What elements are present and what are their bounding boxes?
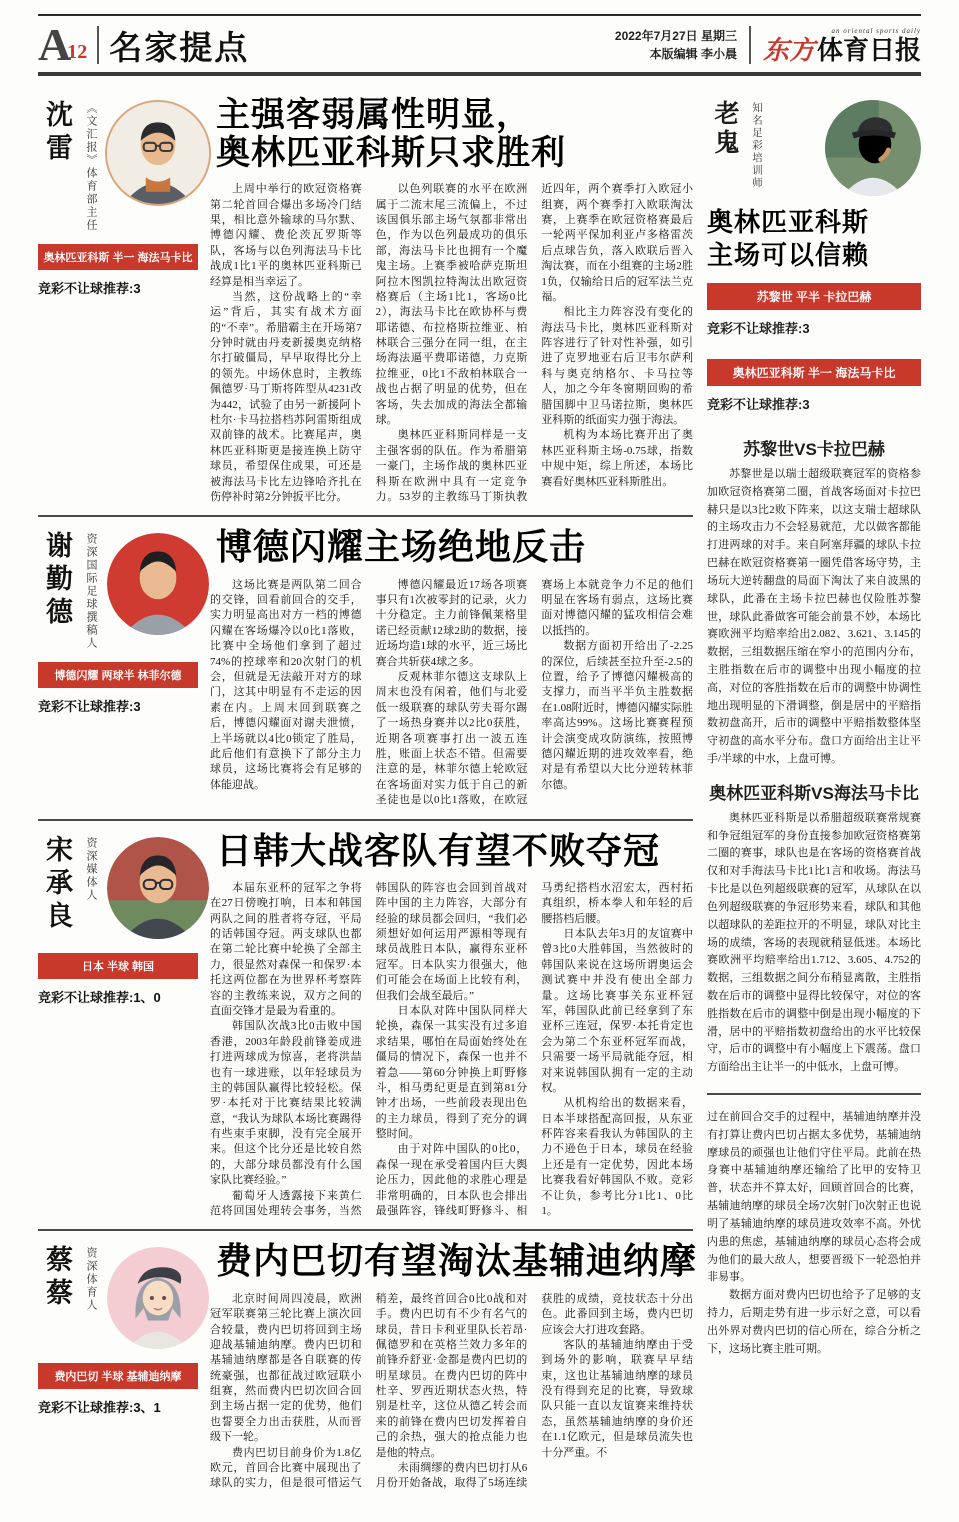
author-name: 沈雷 xyxy=(42,100,72,166)
author-title: 资深媒体人 xyxy=(85,836,97,902)
header-divider xyxy=(97,26,99,64)
article-4-headline: 费内巴切有望淘汰基辅迪纳摩 xyxy=(216,1240,698,1282)
body-paragraph: 北京时间周四凌晨，欧洲冠军联赛第三轮比赛上演次回合较量，费内巴切将回到主场迎战基辅迪纳摩。费内巴切和基辅迪纳摩都是各自联赛的传统豪强，也都征战过欧冠联小组赛，然而费内巴切次回合回到主场占据一定的优势，他们也誓要全力出击获胜，从而晋级下一轮。 xyxy=(210,1292,362,1444)
article-4 xyxy=(38,1229,698,1501)
portrait-man-cap-icon xyxy=(825,100,921,196)
portrait-man-stadium-icon xyxy=(107,837,209,939)
article-2-headline: 博德闪耀主场绝地反击 xyxy=(216,526,587,568)
newspaper-logo xyxy=(763,28,921,63)
author-name: 蔡蔡 xyxy=(42,1245,72,1312)
publication-date: 2022年7月27日 星期三 xyxy=(614,29,737,43)
body-paragraph: 奥林匹亚科斯同样是一支主强客弱的队伍。作为希腊第一豪门，主场作战的奥林匹亚科斯在欧洲中具有一定竞争力。53岁的主教练马丁斯执教近四年，两个赛季打入欧冠小组赛，两个赛季打入欧联淘汰赛，上赛季在欧冠资格赛最后一轮两平保加利亚卢多格雷茨后点球告负，落入欧联后晋入淘汰赛，而在小组赛的主场2胜1负，仅输给日后的冠军法兰克福。 xyxy=(375,183,693,503)
bet-recommendation: 竞彩不让球推荐:3 xyxy=(38,281,141,296)
article-4-continuation xyxy=(707,1109,921,1358)
sidebar-bet-badge-2: 奥林匹亚科斯 半一 海法马卡比 xyxy=(707,359,921,386)
body-paragraph: 机构为本场比赛开出了奥林匹亚科斯主场-0.75球，指数中规中矩，综上所述，本场比赛看好奥林匹亚科斯胜出。 xyxy=(541,429,693,488)
author-photo xyxy=(105,531,211,637)
article-1-headline: 主强客弱属性明显， 奥林匹亚科斯只求胜利 xyxy=(216,96,566,173)
page-header xyxy=(38,14,921,76)
body-paragraph: 以色列联赛的水平在欧洲属于二流末尾三流偏上，不过该国俱乐部主场气氛都非常出色，作为以色列最成功的俱乐部，海法马卡比也拥有一个魔鬼主场。上赛季被哈萨克斯坦阿拉木图凯拉特淘汰出欧冠资格赛后（主场1比1，客场0比2），海法马卡比在欧协杯与费耶诺德、布拉格斯拉维亚、柏林联合三强分在同一组，在主场海法逼平费耶诺德，力克斯拉维亚，0比1不敌柏林联合一战也占据了明显的优势，但在客场，失去加成的海法全都输球。 xyxy=(375,183,528,427)
body-paragraph: 费内巴切目前身价为1.8亿欧元，首回合比赛中展现出了球队的实力，但是很可惜运气稍差，最终首回合0比0战和对手。费内巴切有不少有名气的球员，昔日卡利亚里队长若昂·佩德罗和在英格兰效力多年的前锋乔舒亚·金都是费内巴切的明星球员。在费内巴切的阵中杜辛、罗西近期状态火热，特别是杜辛，这位从德乙转会而来的前锋在费内巴切发挥着自己的余热，强大的抢点能力也是他的特点。 xyxy=(210,1292,528,1490)
section-title: 名家提点 xyxy=(109,28,250,66)
logo-cn-black: 体育日报 xyxy=(816,34,921,65)
bet-recommendation: 竞彩不让球推荐:1、0 xyxy=(38,989,161,1005)
portrait-man-glasses-icon xyxy=(107,102,209,204)
body-paragraph: 日本队对阵中国队同样大轮换，森保一其实没有过多追求结果，哪怕在局面始终处在僵局的情况下，森保一也并不着急——第60分钟换上町野修斗，相马勇纪更是直到第81分钟才出场，一些前段表现出色的主力球员，得到了充分的调整时间。 xyxy=(375,1004,528,1141)
body-paragraph: 相比主力阵容没有变化的海法马卡比，奥林匹亚科斯对阵容进行了针对性补强，如引进了克罗地亚右后卫韦尔萨利科与奥克纳格尔、卡马拉等人，加之今年冬窗期回购的希腊国脚中卫马诺拉斯，奥林匹亚科斯的纸面实力强于海法。 xyxy=(541,306,693,427)
logo-english: an oriental sports daily xyxy=(831,26,921,35)
author-name: 宋承良 xyxy=(42,834,72,934)
body-paragraph: 未雨绸缪的费内巴切打从6月份开始备战，取得了5场连续获胜的成绩，竞技状态十分出色。此番回到主场，费内巴切应该会大打进攻套路。 xyxy=(375,1292,693,1490)
article-4-author-block xyxy=(38,1239,198,1491)
author-photo xyxy=(105,1245,211,1351)
article-3-author-block xyxy=(38,829,198,1220)
body-paragraph: 葡萄牙人透露接下来黄仁范将回国处理转会事务，当然韩国队的阵容也会回到首战对阵中国的主力阵容，大部分有经验的球员都会回归，“我们必须想好如何运用严源相等现有球员战胜日本队，赢得东亚杯冠军。日本队实力很强大，他们可能会在场面上比较有利，但我们会战至最后。” xyxy=(210,881,528,1218)
publication-info xyxy=(615,27,737,63)
body-paragraph: 由于对阵中国队的0比0，森保一现在承受着国内巨大舆论压力，因此他的求胜心理是非常明确的，日本队也会排出最强阵容，锋线町野修斗、相马勇纪搭档水沼宏太，西村拓真组织，桥本拳人和年轻的后腰搭档后腰。 xyxy=(375,881,693,1218)
author-photo xyxy=(105,835,211,941)
articles-column xyxy=(38,86,698,1502)
sidebar-author-title: 知名足彩培训师 xyxy=(751,102,762,190)
bet-badge: 日本 半球 韩国 xyxy=(38,953,198,979)
bet-recommendation: 竞彩不让球推荐:3、1 xyxy=(38,1400,161,1416)
logo-divider xyxy=(749,26,751,64)
sidebar-section-heading-2: 奥林匹亚科斯VS海法马卡比 xyxy=(709,783,919,803)
article-3 xyxy=(38,819,693,1230)
article-1 xyxy=(38,86,693,515)
sidebar-section-text-1: 苏黎世是以瑞士超级联赛冠军的资格参加欧冠资格赛第二圈，首战客场面对卡拉巴赫只是以3比2败下阵来，以这支瑞士超球队的主场攻击力不会轻易就范，尤以做客都能打进两球的对手。来自阿塞拜疆的球队卡拉巴赫在欧冠资格赛第一圈凭借客场守势，主场玩大逆转翻盘的局面下淘汰了来自波黑的球队，此番在主场卡拉巴赫也仅险胜苏黎世，球队此番做客可能会前景不妙，本场比赛欧洲平均赔率给出2.082、3.621、3.145的数据，三组数据压缩在窄小的范围内分布，主胜指数在后市的调整中出现小幅度的拉高，对位的客胜指数在后市的调整中协调性地出现明显的下滑调整，倒是居中的平赔指数初盘高开，后市的调整中平赔指数整体坚守初盘的高水平分布。盘口方面给出主让平手/半球的中水，上盘可博。 xyxy=(707,468,921,765)
author-title: 《文汇报》体育部主任 xyxy=(85,102,97,232)
sidebar-author-photo xyxy=(825,100,921,196)
body-paragraph: 从机构给出的数据来看，日本半球搭配高回报，从东亚杯阵容来看我认为韩国队的主力不逊色于日本，球员在经验上还是有一定优势，因此本场比赛我看好韩国队不败。竞彩不让负，参考比分1比1、0比1。 xyxy=(541,1097,693,1218)
sidebar-bet-recommendation-2: 竞彩不让球推荐:3 xyxy=(707,397,810,412)
bet-badge: 奥林匹亚科斯 半一 海法马卡比 xyxy=(38,244,198,270)
body-paragraph: 韩国队次战3比0击败中国香港，2003年龄段前锋姜成进打进两球成为惊喜，老将洪喆也有一球进账，以年轻球员为主的韩国队赢得比较轻松。保罗·本托对于比赛结果比较满意，“我认为球队本场比赛踢得有些束手束脚，没有完全展开来。但这个比分还是比较自然的，大部分球员都没有什么国家队比赛经验。” xyxy=(210,1020,362,1187)
page-label xyxy=(38,19,88,70)
sidebar-headline: 奥林匹亚科斯 主场可以信赖 xyxy=(707,207,870,270)
body-paragraph: 上周中举行的欧冠资格赛第二轮首回合爆出多场冷门结果，相比意外输球的马尔默、博德闪耀、费伦茨瓦罗斯等队，客场与以色列海法马卡比战成1比1平的奥林匹亚科斯已经算是相当幸运了。 xyxy=(210,183,362,288)
author-title: 资深国际足球撰稿人 xyxy=(85,533,97,651)
bet-recommendation: 竞彩不让球推荐:3 xyxy=(38,699,141,715)
page-number: 12 xyxy=(67,41,88,63)
sidebar-bet-badge-1: 苏黎世 平半 卡拉巴赫 xyxy=(707,283,921,310)
sidebar-author-block xyxy=(707,100,921,196)
sidebar-divider xyxy=(707,1093,921,1095)
body-paragraph: 日本队去年3月的友谊赛中曾3比0大胜韩国，当然彼时的韩国队来说在这场所谓奥运会测试赛中并没有使出全部力量。这场比赛事关东亚杯冠军，韩国队此前已经拿到了东亚杯三连冠，保罗·本托肯定也会为第二个东亚杯冠军而战，只需要一场平局就能夺冠，相对来说韩国队拥有一定的主动权。 xyxy=(541,928,693,1094)
page-editor: 本版编辑 李小晨 xyxy=(649,47,737,61)
portrait-cartoon-girl-icon xyxy=(107,1247,209,1349)
sidebar-section-heading-1: 苏黎世VS卡拉巴赫 xyxy=(743,440,885,459)
article-2-body xyxy=(210,578,693,809)
article-3-body xyxy=(210,881,693,1220)
body-paragraph: 当然，这份战略上的“幸运”背后，其实有战术方面的“不幸”。希腊霸主在开场第7分钟时就由丹麦新援奥克纳格尔打破僵局，早早取得比分上的领先。中场休息时，主教练佩德罗·马丁斯将阵型从4231改为442，试验了由另一新援阿卜杜尔·卡马拉搭档苏阿雷斯组成双前锋的战术。比赛尾声，奥林匹亚科斯更是接连换上防守球员，希望保住成果，可还是被海法马卡比左边锋哈齐扎在伤停补时第2分钟扳平比分。 xyxy=(210,290,362,503)
article-1-body xyxy=(210,182,693,505)
body-paragraph: 本届东亚杯的冠军之争将在27日傍晚打响，日本和韩国两队之间的胜者将夺冠，平局的话韩国夺冠。两支球队也都在第二轮比赛中轮换了全部主力，很显然对森保一和保罗·本托这两位都在为世界杯考察阵容的主教练来说，双方之间的直面交锋才是最为看重的。 xyxy=(210,881,362,1017)
continuation-paragraph: 数据方面对费内巴切也给予了足够的支持力，后期走势有进一步示好之意，可以看出外界对费内巴切的信心所在，综合分析之下，这场比赛主胜可期。 xyxy=(707,1289,921,1355)
article-1-author-block xyxy=(38,94,198,505)
sidebar-author-name: 老鬼 xyxy=(711,100,739,158)
body-paragraph: 客队的基辅迪纳摩由于受到场外的影响，联赛早早结束，这也让基辅迪纳摩的球员没有得到充足的比赛，导致球队只能一直以友谊赛来维持状态，虽然基辅迪纳摩的身价还在1.1亿欧元，但是球员流失也十分严重。不 xyxy=(541,1338,693,1459)
logo-cn-red: 东方 xyxy=(762,34,815,65)
portrait-man-red-icon xyxy=(107,533,209,635)
page-letter: A xyxy=(38,19,72,70)
body-paragraph: 数据方面初开给出了-2.25的深位，后续甚至拉升至-2.5的位置，给予了博德闪耀极高的支撑力，而当平半负主胜数据在1.08附近时，博德闪耀实际胜率高达99%。这场比赛赛程预计会演变成攻防演练，按照博德闪耀近期的进攻效率看，绝对是有希望以大比分逆转林菲尔德。 xyxy=(541,640,693,791)
continuation-paragraph: 过在前回合交手的过程中，基辅迪纳摩并没有打算让费内巴切占据太多优势，基辅迪纳摩球员的顽强也让他们守住平局。此前在热身赛中基辅迪纳摩还输给了比甲的安特卫普，状态并不算太好，回顾首回合的比赛，基辅迪纳摩的球员全场7次射门0次射正也说明了基辅迪纳摩的球员进攻效率不高。外忧内患的焦虑，基辅迪纳摩的球员心态将会成为他们的最大敌人，想要晋级下一轮恐怕并非易事。 xyxy=(707,1111,921,1284)
author-name: 谢勤德 xyxy=(42,531,72,631)
article-4-body xyxy=(210,1292,693,1492)
article-2 xyxy=(38,515,693,818)
expert-sidebar xyxy=(707,86,921,1502)
body-paragraph: 反观林菲尔德这支球队上周末也没有闲着，他们与北爱低一级联赛的球队劳夫哥尔踢了一场热身赛并以2比0获胜，近期各项赛事打出一波五连胜，账面上状态不错。但需要注意的是，林菲尔德上轮欧冠在客场面对实力低于自己的新圣徒也是以0比1落败，在欧冠赛场上本就竞争力不足的他们明显在客场有弱点，这场比赛面对博德闪耀的猛攻相信会难以抵挡的。 xyxy=(375,578,693,807)
body-paragraph: 博德闪耀最近17场各项赛事只有1次被零封的记录，火力十分稳定。主力前锋佩莱格里诺已经贡献12球2助的数据，接近场均造1球的水平，近三场比赛合共斩获4球之多。 xyxy=(375,578,528,668)
author-title: 资深体育人 xyxy=(85,1247,97,1313)
body-paragraph: 这场比赛是两队第二回合的交锋，回看前回合的交手，实力明显高出对方一档的博德闪耀在客场爆冷以0比1落败，比赛中全场他们拿到了超过74%的控球率和20次射门的机会，但就是无法敲开对方的球门，这其中明显有不走运的因素在内。上周末回到联赛之后，博德闪耀面对谢夫泄愤，上半场就以4比0锁定了胜局，此后他们有意换下了部分主力球员，这场比赛将会有足够的体能迎战。 xyxy=(210,578,362,791)
sidebar-section-text-2: 奥林匹亚科斯是以希腊超级联赛常规赛和争冠组冠军的身份直接参加欧冠资格赛第二圈的赛事，球队也是在客场的资格赛首战仅和对手海法马卡比1比1言和收场。海法马卡比是以色列超级联赛的冠军，从球队在以色列超级联赛的争冠形势来看，球队和其他以超球队的差距拉开的不明显，球队对比主场的成绩，客场的表现就稍显低迷。本场比赛欧洲平均赔率给出1.712、3.605、4.752的数据，三组数据之间分布稍显离散，主胜指数在后市的调整中显得比较保守，对位的客胜指数在后市的调整中倒是出现小幅度的下滑，居中的平赔指数初盘给出的水平比较保守，后市的调整中有小幅度上下震荡。盘口方面给出主让半一的中低水，上盘可博。 xyxy=(707,811,921,1074)
sidebar-bet-recommendation-1: 竞彩不让球推荐:3 xyxy=(707,321,810,336)
bet-badge: 博德闪耀 两球半 林菲尔德 xyxy=(38,662,198,688)
article-2-author-block xyxy=(38,525,198,808)
bet-badge: 费内巴切 半球 基辅迪纳摩 xyxy=(38,1363,198,1389)
article-3-headline: 日韩大战客队有望不败夺冠 xyxy=(216,829,661,871)
author-photo xyxy=(105,100,211,206)
